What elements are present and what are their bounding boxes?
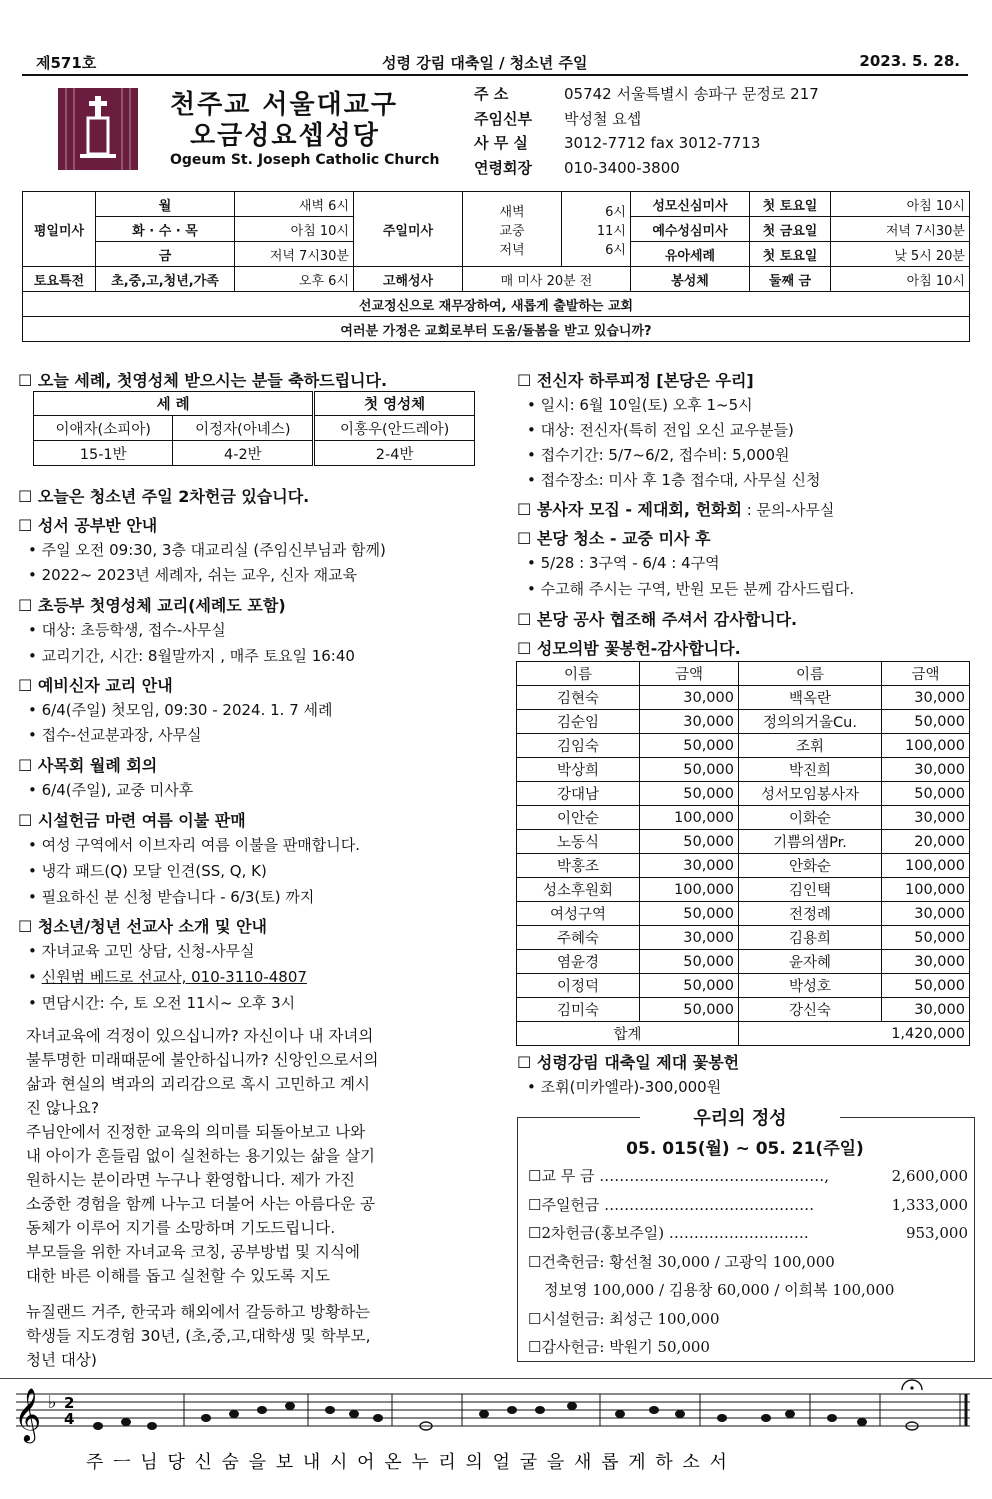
section-title-text: 성령강림 대축일 제대 꽃봉헌	[536, 1053, 740, 1072]
offering-label: 주일헌금 ……………………………………	[541, 1195, 815, 1214]
recipient-group: 2-4반	[314, 441, 475, 466]
church-name-line2: 오금성요셉성당	[190, 121, 380, 151]
bullet-text: 6/4(주일), 교중 미사후	[41, 781, 194, 799]
hymn-staff	[0, 1378, 992, 1495]
bullet-item: • 필요하신 분 신청 받습니다 - 6/3(토) 까지	[28, 888, 315, 906]
recipient-name: 이홍우(안드레아)	[314, 416, 475, 441]
paragraph-line: 소중한 경험을 함께 나누고 더불어 사는 아름다운 공	[26, 1195, 375, 1213]
church-logo-icon	[58, 88, 138, 170]
donation-row	[517, 758, 970, 782]
donation-amount: 50,000	[882, 974, 970, 998]
donation-amount: 30,000	[640, 686, 739, 710]
donation-amount: 30,000	[882, 998, 970, 1022]
offering-row: ☐시설헌금: 최성근 100,000	[528, 1309, 720, 1328]
bullet-item: • 조휘(미카엘라)-300,000원	[527, 1078, 722, 1096]
offering-period: 05. 015(월) ~ 05. 21(주일)	[626, 1139, 864, 1159]
donation-amount: 50,000	[640, 758, 739, 782]
donor-name: 성소후원회	[517, 878, 640, 902]
recipient-group: 15-1반	[34, 441, 173, 466]
bullet-text: 교리기간, 시간: 8월말까지 , 매주 토요일 16:40	[41, 647, 355, 665]
donation-amount: 30,000	[640, 710, 739, 734]
paragraph-line: 청년 대상)	[26, 1351, 97, 1369]
issue-date: 2023. 5. 28.	[859, 52, 960, 70]
hymn-lyrics: 주 ㅡ 님 당 신 숨 을 보 내 시 어 온 누 리 의 얼 굴 을 새 롭 게 하 소 서	[86, 1452, 729, 1473]
recipient-name: 이애자(소피아)	[34, 416, 173, 441]
donation-amount: 50,000	[640, 782, 739, 806]
weekday-mass-label: 평일미사	[23, 192, 96, 267]
sunday-time: 6시	[605, 204, 626, 220]
donation-row	[517, 782, 970, 806]
motto-line: 선교정신으로 재무장하여, 새롭게 출발하는 교회	[23, 292, 970, 317]
bullet-text: 5/28 : 3구역 - 6/4 : 4구역	[540, 554, 720, 572]
bullet-item: • 냉각 패드(Q) 모달 인견(SS, Q, K)	[28, 862, 267, 880]
info-value: 박성철 요셉	[564, 109, 642, 128]
donation-amount: 20,000	[882, 830, 970, 854]
bullet-text: 6/4(주일) 첫모임, 09:30 - 2024. 1. 7 세례	[41, 701, 333, 719]
bullet-item: • 접수-선교분과장, 사무실	[28, 726, 202, 744]
bullet-text: 2022~ 2023년 세례자, 쉬는 교우, 신자 재교육	[41, 566, 358, 584]
paragraph-line: 학생들 지도경험 30년, (초,중,고,대학생 및 학부모,	[26, 1327, 371, 1345]
donation-row	[517, 950, 970, 974]
sunday-time: 11시	[596, 223, 626, 239]
section-title: ☐ 봉사자 모집 - 제대회, 헌화회 : 문의-사무실	[517, 500, 835, 519]
donation-head: 금액	[640, 662, 739, 686]
offering-row: ☐2차헌금(홍보주일) ………………………. 953,000	[528, 1219, 968, 1248]
offering-label: 감사헌금: 박원기 50,000	[541, 1338, 710, 1356]
bullet-item: • 신원범 베드로 선교사, 010-3110-4807	[28, 968, 307, 986]
donation-row	[517, 710, 970, 734]
donation-amount: 50,000	[640, 734, 739, 758]
section-title-text: 초등부 첫영성체 교리(세례도 포함)	[37, 596, 286, 615]
donor-name: 성서모임봉사자	[739, 782, 882, 806]
mass-day: 월	[96, 192, 235, 217]
bullet-text: 필요하신 분 신청 받습니다 - 6/3(토) 까지	[41, 888, 315, 906]
donation-amount: 50,000	[640, 830, 739, 854]
paragraph-line: 진 않나요?	[26, 1099, 100, 1117]
recipient-group: 4-2반	[173, 441, 314, 466]
info-key: 주 소	[474, 85, 509, 103]
sacrament-table	[33, 391, 475, 466]
offering-amount: 1,333,000	[891, 1195, 968, 1214]
paragraph-line: 부모들을 위한 자녀교육 코칭, 공부방법 및 지식에	[26, 1243, 360, 1261]
donation-amount: 100,000	[640, 878, 739, 902]
section-title: ☐ 초등부 첫영성체 교리(세례도 포함)	[18, 596, 286, 615]
saturday-mass-groups: 초,중,고,청년,가족	[96, 267, 235, 292]
svg-text:2: 2	[64, 1394, 75, 1412]
bullet-item: • 6/4(주일), 교중 미사후	[28, 781, 194, 799]
church-name-line1: 천주교 서울대교구	[170, 90, 398, 120]
bullet-text: 면담시간: 수, 토 오전 11시~ 오후 3시	[41, 994, 296, 1012]
issue-header	[22, 52, 968, 76]
bullet-item: • 면담시간: 수, 토 오전 11시~ 오후 3시	[28, 994, 296, 1012]
bullet-item: • 접수기간: 5/7~6/2, 접수비: 5,000원	[527, 446, 790, 464]
section-title: ☐ 예비신자 교리 안내	[18, 676, 173, 695]
bullet-text: 여성 구역에서 이브자리 여름 이불을 판매합니다.	[41, 836, 361, 854]
mass-schedule-table	[22, 191, 970, 342]
donor-name: 염윤경	[517, 950, 640, 974]
mass-time: 새벽 6시	[235, 192, 354, 217]
donation-amount: 100,000	[882, 854, 970, 878]
confession-label: 고해성사	[354, 267, 463, 292]
section-title: ☐ 오늘 세례, 첫영성체 받으시는 분들 축하드립니다.	[18, 371, 388, 390]
bullet-item: • 주일 오전 09:30, 3층 대교리실 (주임신부님과 함께)	[28, 541, 386, 559]
donation-row	[517, 926, 970, 950]
offering-title: 우리의 정성	[640, 1104, 840, 1130]
paragraph-line: 동체가 이루어 지기를 소망하며 기도드립니다.	[26, 1219, 336, 1237]
section-title-text: 성모의밤 꽃봉헌-감사합니다.	[536, 639, 741, 658]
special-mass-time: 저녁 7시30분	[831, 217, 970, 242]
donor-name: 김임숙	[517, 734, 640, 758]
donation-row	[517, 734, 970, 758]
sunday-mass-label: 주일미사	[354, 192, 463, 267]
paragraph-line: 주님안에서 진정한 교육의 의미를 되돌아보고 나와	[26, 1123, 366, 1141]
bullet-item: • 대상: 전신자(특히 전입 오신 교우분들)	[527, 421, 794, 439]
donor-name: 김용희	[739, 926, 882, 950]
section-title: ☐ 시설헌금 마련 여름 이불 판매	[18, 811, 246, 830]
bullet-item: • 5/28 : 3구역 - 6/4 : 4구역	[527, 554, 720, 572]
offering-label: 정보영 100,000 / 김용창 60,000 / 이희복 100,000	[544, 1281, 895, 1299]
motto-line: 여러분 가정은 교회로부터 도움/돌봄을 받고 있습니까?	[23, 317, 970, 342]
bullet-text: 조휘(미카엘라)-300,000원	[540, 1078, 722, 1096]
bullet-text: 자녀교육 고민 상담, 신청-사무실	[41, 942, 255, 960]
special-mass-when: 첫 금요일	[750, 217, 831, 242]
donor-name: 강대남	[517, 782, 640, 806]
special-mass-name: 봉성체	[631, 267, 750, 292]
donation-row	[517, 974, 970, 998]
offering-amount: 2,600,000	[891, 1167, 968, 1185]
donation-total: 1,420,000	[739, 1022, 970, 1046]
bullet-item: • 수고해 주시는 구역, 반원 모든 분께 감사드립다.	[527, 580, 855, 598]
donor-name: 이정덕	[517, 974, 640, 998]
section-title: ☐ 사목회 월례 회의	[18, 756, 158, 775]
section-title: ☐ 청소년/청년 선교사 소개 및 안내	[18, 917, 267, 936]
offering-row: ☐감사헌금: 박원기 50,000	[528, 1338, 710, 1356]
donation-amount: 30,000	[640, 854, 739, 878]
paragraph-line: 대한 바른 이해를 돕고 실천할 수 있도록 지도	[26, 1267, 331, 1285]
bullet-text: 대상: 초등학생, 접수-사무실	[41, 621, 226, 639]
bullet-text: 냉각 패드(Q) 모달 인견(SS, Q, K)	[41, 862, 267, 880]
bullet-item: • 자녀교육 고민 상담, 신청-사무실	[28, 942, 255, 960]
donor-name: 김미숙	[517, 998, 640, 1022]
donor-name: 이화순	[739, 806, 882, 830]
communion-header: 첫 영성체	[314, 392, 475, 416]
donation-amount: 100,000	[640, 806, 739, 830]
donation-row	[517, 878, 970, 902]
mass-day: 금	[96, 242, 235, 267]
donor-name: 박진희	[739, 758, 882, 782]
church-name-english: Ogeum St. Joseph Catholic Church	[170, 152, 440, 168]
section-title-text: 시설헌금 마련 여름 이불 판매	[37, 811, 246, 830]
info-key: 사 무 실	[474, 134, 528, 152]
donation-amount: 50,000	[640, 902, 739, 926]
bullet-item: • 일시: 6월 10일(토) 오후 1~5시	[527, 396, 753, 414]
donor-name: 전정례	[739, 902, 882, 926]
donation-amount: 30,000	[640, 926, 739, 950]
donation-amount: 50,000	[640, 974, 739, 998]
section-title-text: 오늘 세례, 첫영성체 받으시는 분들 축하드립니다.	[37, 371, 388, 390]
donation-amount: 50,000	[640, 998, 739, 1022]
bullet-text: 접수장소: 미사 후 1층 접수대, 사무실 신청	[540, 471, 821, 489]
sunday-kinds	[463, 192, 562, 267]
saturday-mass-label: 토요특전	[23, 267, 96, 292]
section-title-text: 전신자 하루피정 [본당은 우리]	[536, 371, 754, 390]
section-title: ☐ 전신자 하루피정 [본당은 우리]	[517, 371, 754, 390]
donor-name: 이안순	[517, 806, 640, 830]
donation-amount: 100,000	[882, 734, 970, 758]
offering-row: ☐건축헌금: 황선철 30,000 / 고광익 100,000	[528, 1252, 835, 1271]
donation-row	[517, 902, 970, 926]
donation-row	[517, 686, 970, 710]
svg-text:4: 4	[64, 1410, 75, 1428]
bullet-item: • 대상: 초등학생, 접수-사무실	[28, 621, 226, 639]
special-mass-time: 아침 10시	[831, 192, 970, 217]
donation-row	[517, 830, 970, 854]
donor-name: 조휘	[739, 734, 882, 758]
donation-amount: 30,000	[882, 758, 970, 782]
donation-amount: 50,000	[882, 782, 970, 806]
section-title-text: 본당 공사 협조해 주셔서 감사합니다.	[536, 610, 798, 629]
missionary-bio	[26, 1300, 371, 1372]
section-title-text: 오늘은 청소년 주일 2차헌금 있습니다.	[37, 487, 310, 506]
donation-amount: 30,000	[882, 902, 970, 926]
offering-label: 시설헌금: 최성근 100,000	[541, 1309, 720, 1328]
paragraph-line: 원하시는 분이라면 누구나 환영합니다. 제가 가진	[26, 1171, 356, 1189]
paragraph-line: 자녀교육에 걱정이 있으십니까? 자신이나 내 자녀의	[26, 1027, 374, 1045]
offering-label: 교 무 금 ………………………………………,	[541, 1167, 829, 1185]
paragraph-line: 뉴질랜드 거주, 한국과 해외에서 갈등하고 방황하는	[26, 1303, 370, 1321]
donor-name: 백옥란	[739, 686, 882, 710]
offering-label: 2차헌금(홍보주일) ……………………….	[541, 1224, 809, 1242]
donation-row	[517, 854, 970, 878]
offering-label: 건축헌금: 황선철 30,000 / 고광익 100,000	[541, 1252, 835, 1271]
section-title-text: 성서 공부반 안내	[37, 516, 158, 535]
special-mass-name: 성모신심미사	[631, 192, 750, 217]
bullet-text: 일시: 6월 10일(토) 오후 1~5시	[540, 396, 753, 414]
donor-name: 정의의거울Cu.	[739, 710, 882, 734]
confession-time: 매 미사 20분 전	[463, 267, 631, 292]
info-value: 3012-7712 fax 3012-7713	[564, 134, 761, 152]
svg-text:♭: ♭	[48, 1392, 57, 1413]
svg-text:𝄞: 𝄞	[14, 1387, 42, 1441]
bullet-text: 대상: 전신자(특히 전입 오신 교우분들)	[540, 421, 794, 439]
mass-time: 저녁 7시30분	[235, 242, 354, 267]
donor-name: 주혜숙	[517, 926, 640, 950]
donation-amount: 50,000	[640, 950, 739, 974]
issue-number: 제571호	[36, 54, 97, 72]
section-title-suffix: : 문의-사무실	[741, 501, 835, 519]
donation-head: 이름	[517, 662, 640, 686]
offering-row: ☐교 무 금 ………………………………………, 2,600,000	[528, 1162, 968, 1191]
section-title-text: 봉사자 모집 - 제대회, 헌화회	[536, 500, 742, 519]
section-title: ☐ 본당 공사 협조해 주셔서 감사합니다.	[517, 610, 798, 629]
donation-amount: 30,000	[882, 806, 970, 830]
bullet-item: • 접수장소: 미사 후 1층 접수대, 사무실 신청	[527, 471, 821, 489]
bullet-text: 접수기간: 5/7~6/2, 접수비: 5,000원	[540, 446, 790, 464]
donor-name: 박홍조	[517, 854, 640, 878]
section-title-text: 예비신자 교리 안내	[37, 676, 173, 695]
info-value: 05742 서울특별시 송파구 문정로 217	[564, 85, 819, 103]
donation-total-label: 합계	[517, 1022, 739, 1046]
donation-amount: 100,000	[882, 878, 970, 902]
sunday-kind: 교중	[499, 223, 525, 239]
paragraph-line: 내 아이가 흔들림 없이 실천하는 용기있는 삶을 살기	[26, 1147, 375, 1165]
bullet-text: 주일 오전 09:30, 3층 대교리실 (주임신부님과 함께)	[41, 541, 386, 559]
donor-name: 강신숙	[739, 998, 882, 1022]
special-mass-when: 둘째 금	[750, 267, 831, 292]
saturday-mass-time: 오후 6시	[235, 267, 354, 292]
bullet-item: • 여성 구역에서 이브자리 여름 이불을 판매합니다.	[28, 836, 361, 854]
donor-name: 김순임	[517, 710, 640, 734]
bullet-item: • 6/4(주일) 첫모임, 09:30 - 2024. 1. 7 세례	[28, 701, 333, 719]
donation-amount: 30,000	[882, 686, 970, 710]
donor-name: 기쁨의샘Pr.	[739, 830, 882, 854]
special-mass-name: 예수성심미사	[631, 217, 750, 242]
paragraph-line: 삶과 현실의 벽과의 괴리감으로 혹시 고민하고 계시	[26, 1075, 370, 1093]
bullet-text: 신원범 베드로 선교사, 010-3110-4807	[41, 968, 307, 986]
info-key: 주임신부	[474, 109, 532, 128]
bullet-item: • 2022~ 2023년 세례자, 쉬는 교우, 신자 재교육	[28, 566, 358, 584]
donation-table	[516, 661, 970, 1046]
donation-row	[517, 806, 970, 830]
baptism-header: 세 례	[34, 392, 314, 416]
bullet-text: 수고해 주시는 구역, 반원 모든 분께 감사드립다.	[540, 580, 855, 598]
section-title-text: 청소년/청년 선교사 소개 및 안내	[37, 917, 267, 936]
section-title-text: 사목회 월례 회의	[37, 756, 158, 775]
donation-amount: 30,000	[882, 950, 970, 974]
special-mass-when: 첫 토요일	[750, 242, 831, 267]
section-title: ☐ 성서 공부반 안내	[18, 516, 158, 535]
missionary-paragraph	[26, 1024, 378, 1288]
special-mass-time: 낮 5시 20분	[831, 242, 970, 267]
section-title: ☐ 본당 청소 - 교중 미사 후	[517, 529, 711, 548]
occasion: 성령 강림 대축일 / 청소년 주일	[382, 54, 588, 72]
donor-name: 박상희	[517, 758, 640, 782]
donation-head: 이름	[739, 662, 882, 686]
donor-name: 박성호	[739, 974, 882, 998]
donor-name: 안화순	[739, 854, 882, 878]
sunday-time: 6시	[605, 242, 626, 258]
donation-total-row	[517, 1022, 970, 1046]
section-title: ☐ 성모의밤 꽃봉헌-감사합니다.	[517, 639, 741, 658]
section-title: ☐ 오늘은 청소년 주일 2차헌금 있습니다.	[18, 487, 310, 506]
paragraph-line: 불투명한 미래때문에 불안하십니까? 신앙인으로서의	[26, 1051, 379, 1069]
mass-day: 화 · 수 · 목	[96, 217, 235, 242]
special-mass-name: 유아세례	[631, 242, 750, 267]
bullet-text: 접수-선교분과장, 사무실	[41, 726, 202, 744]
donation-head: 금액	[882, 662, 970, 686]
section-title: ☐ 성령강림 대축일 제대 꽃봉헌	[517, 1053, 740, 1072]
church-info	[474, 82, 819, 180]
special-mass-time: 아침 10시	[831, 267, 970, 292]
offering-amount: 953,000	[905, 1224, 968, 1242]
donation-row	[517, 998, 970, 1022]
donation-amount: 50,000	[882, 710, 970, 734]
special-mass-when: 첫 토요일	[750, 192, 831, 217]
donor-name: 윤자혜	[739, 950, 882, 974]
sunday-kind: 저녁	[499, 242, 525, 258]
music-staff-icon	[0, 1378, 992, 1495]
sunday-times	[562, 192, 631, 267]
donor-name: 노동식	[517, 830, 640, 854]
section-title-text: 본당 청소 - 교중 미사 후	[536, 529, 711, 548]
bullet-item: • 교리기간, 시간: 8월말까지 , 매주 토요일 16:40	[28, 647, 355, 665]
info-value: 010-3400-3800	[564, 158, 680, 177]
mass-time: 아침 10시	[235, 217, 354, 242]
sunday-kind: 새벽	[499, 204, 525, 220]
donor-name: 김인택	[739, 878, 882, 902]
recipient-name: 이정자(아녜스)	[173, 416, 314, 441]
info-key: 연령회장	[474, 158, 532, 177]
donor-name: 여성구역	[517, 902, 640, 926]
offering-row: ☐주일헌금 …………………………………… 1,333,000	[528, 1191, 968, 1220]
offering-list	[528, 1162, 968, 1362]
donation-amount: 50,000	[882, 926, 970, 950]
donor-name: 김현숙	[517, 686, 640, 710]
